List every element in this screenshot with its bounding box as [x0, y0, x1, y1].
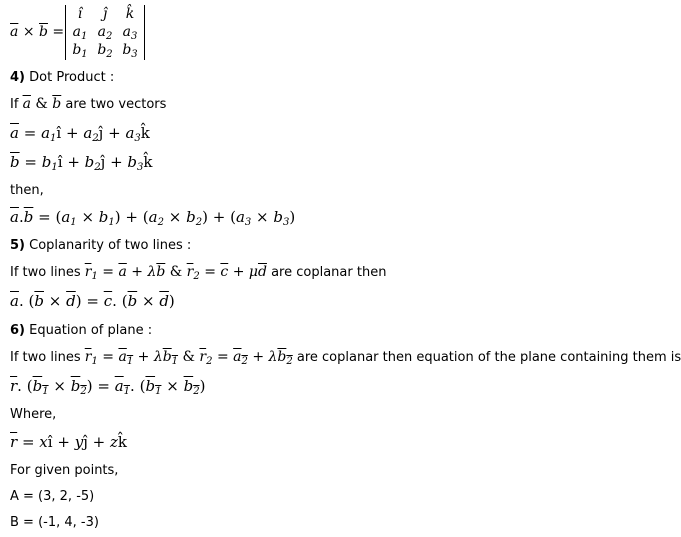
det-cell-b2: $b_2$ [97, 42, 113, 60]
det-cell-b1: $b_1$ [72, 42, 88, 60]
given-points-label: For given points, [10, 463, 119, 478]
vector-b-equation: $\overline{b}$ = $b_1î$ + $b_2ĵ$ + $b_3k̂$ [10, 153, 153, 173]
point-a: A = (3, 2, -5) [10, 489, 95, 504]
coplanarity-condition: $\overline{a}$. $(\overline{b} \times \overline{d}) = \overline{c}$. $(\overline{b} \times \overline{d})$ [10, 292, 175, 310]
coplanarity-intro [10, 264, 386, 281]
section-number: 5) [10, 238, 25, 253]
vectors-a-b: $\overline{a}$ & $\overline{b}$ [22, 96, 62, 112]
section-title: Equation of plane : [29, 323, 153, 338]
det-cell-a2: $a_2$ [97, 24, 113, 42]
determinant-matrix [65, 5, 145, 60]
point-b: B = (-1, 4, -3) [10, 515, 99, 530]
vector-a-equation: $\overline{a}$ = $a_1î$ + $a_2ĵ$ + $a_3k̂$ [10, 124, 150, 144]
section-title: Dot Product : [29, 70, 115, 85]
plane-equation: $\overline{r}$. $(b_1 \times b_2) = a_1$. $(b_1 \times b_2)$ [10, 377, 206, 397]
dot-product-formula: $\overline{a}.\overline{b} = (a_1 \times b_1) + (a_2 \times b_2) + (a_3 \times b_3)$ [10, 208, 296, 228]
det-cell-i: î [77, 6, 83, 22]
det-cell-j: ĵ [102, 6, 108, 22]
section-number: 6) [10, 323, 25, 338]
det-cell-a1: $a_1$ [72, 24, 88, 42]
dot-product-intro [10, 96, 166, 113]
coplanarity-heading [10, 238, 191, 254]
plane-intro [10, 349, 681, 366]
lines-equations: $\overline{r}_1 = \overline{a} + \lambda\overline{b}$ & $\overline{r}_2 = \overline{c} + \mu\overline{d}$ [84, 264, 267, 282]
section-number: 4) [10, 70, 25, 85]
position-vector-r: $\overline{r}$ = xî + yĵ + zk̂ [10, 433, 127, 451]
det-cell-b3: $b_3$ [122, 42, 138, 60]
dot-product-heading [10, 70, 114, 86]
where-label: Where, [10, 407, 57, 422]
intro-suffix: are coplanar then equation of the plane containing them is [296, 350, 681, 365]
determinant-lhs: $\overline{a} \times \overline{b}$ = [10, 24, 65, 40]
intro-prefix: If [10, 97, 19, 112]
plane-lines-equations: $\overline{r}_1 = a_1 + \lambda b_1$ & $\overline{r}_2 = a_2 + \lambda b_2$ [84, 349, 293, 367]
intro-prefix: If two lines [10, 350, 81, 365]
then-label: then, [10, 183, 44, 198]
intro-suffix: are coplanar then [271, 265, 387, 280]
det-cell-a3: $a_3$ [122, 24, 138, 42]
intro-prefix: If two lines [10, 265, 81, 280]
intro-suffix: are two vectors [65, 97, 167, 112]
plane-heading [10, 323, 152, 339]
det-cell-k: k̂ [125, 6, 135, 22]
section-title: Coplanarity of two lines : [29, 238, 192, 253]
